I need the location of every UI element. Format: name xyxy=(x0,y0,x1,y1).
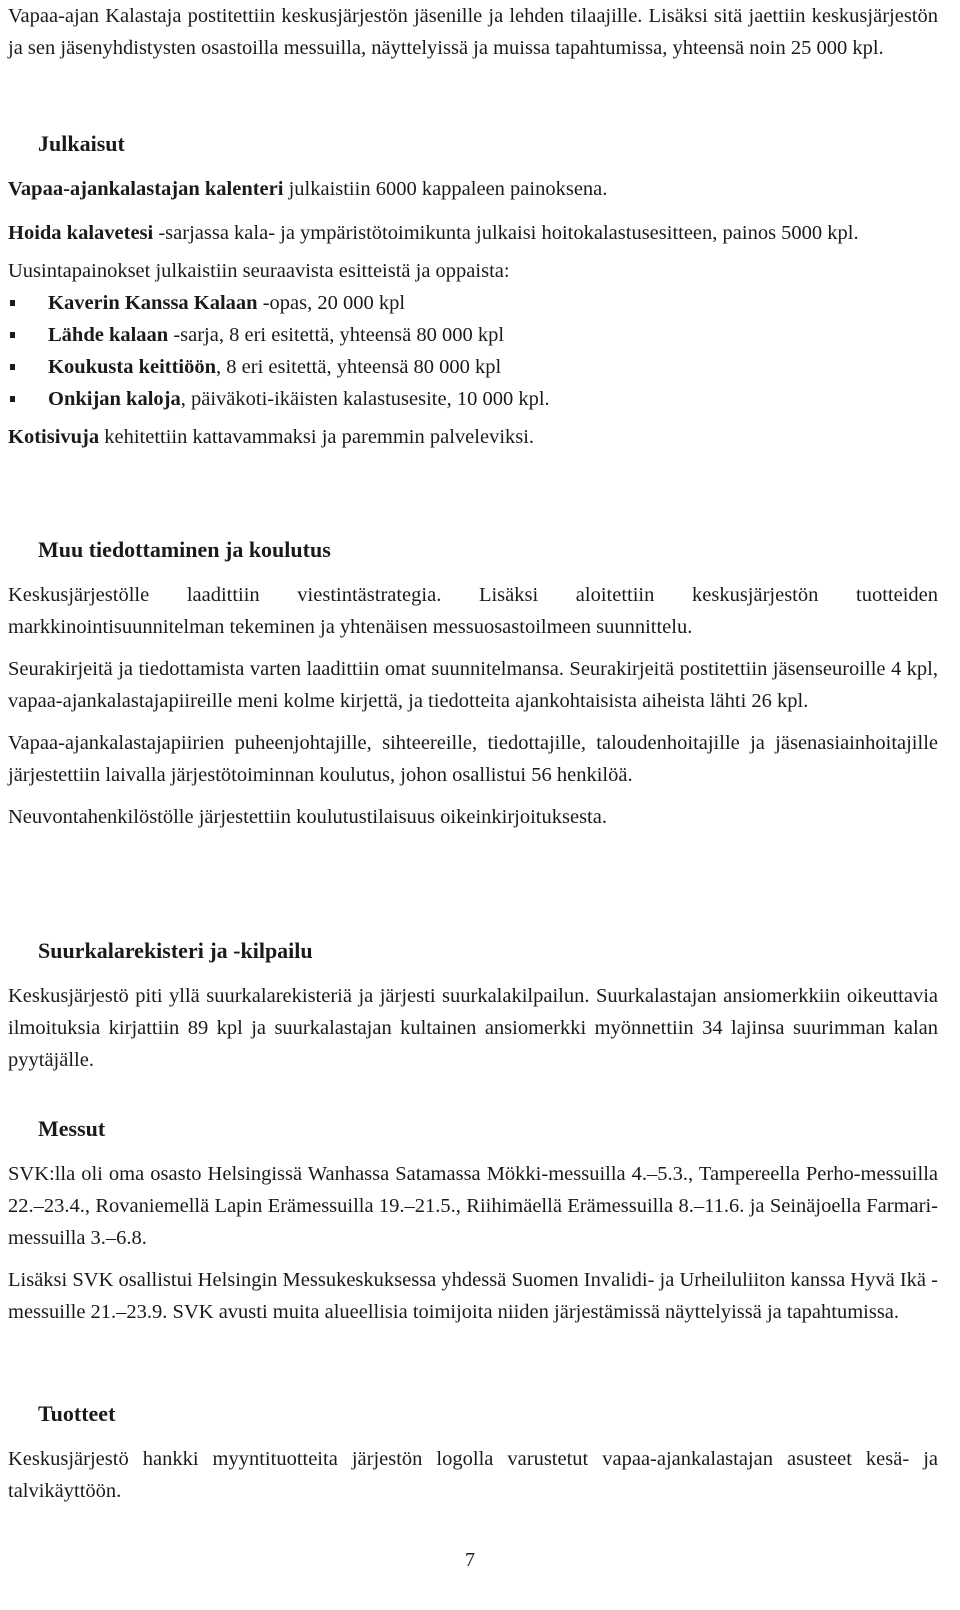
section-heading-julkaisut: Julkaisut xyxy=(38,131,125,156)
kotisivuja-paragraph xyxy=(8,421,938,453)
bullet-icon xyxy=(10,300,15,306)
reprints-list xyxy=(8,287,938,415)
reprint-title: Lähde kalaan xyxy=(48,324,169,346)
section-messut xyxy=(8,1112,938,1328)
hoida-title: Hoida kalavetesi xyxy=(8,222,154,244)
bullet-icon xyxy=(10,396,15,402)
messut-paragraph-2: Lisäksi SVK osallistui Helsingin Messukeskuksessa yhdessä Suomen Invalidi- ja Urheiluliiton kanssa Hyvä Ikä -messuille 21.–23.9. SVK avusti muita alueellisia toimijoita niiden järjestämissä näyttelyissä ja tapahtumissa. xyxy=(8,1269,938,1323)
suurkala-paragraph: Keskusjärjestö piti yllä suurkalarekisteriä ja järjesti suurkalakilpailun. Suurkalastajan ansiomerkkiin oikeuttavia ilmoituksia kirjattiin 89 kpl ja suurkalastajan kultainen ansiomerkki myönnettiin 34 lajinsa suurimman kalan pyytäjälle. xyxy=(8,985,938,1071)
reprint-detail: -opas, 20 000 kpl xyxy=(257,292,406,314)
kotisivuja-title: Kotisivuja xyxy=(8,426,100,448)
section-suurkalarekisteri xyxy=(8,934,938,1076)
section-heading-tuotteet: Tuotteet xyxy=(38,1401,116,1426)
tuotteet-paragraph: Keskusjärjestö hankki myyntituotteita järjestön logolla varustetut vapaa-ajankalastajan asusteet kesä- ja talvikäyttöön. xyxy=(8,1448,938,1502)
section-julkaisut xyxy=(8,127,938,453)
muu-paragraph-1: Keskusjärjestölle laadittiin viestintästrategia. Lisäksi aloitettiin keskusjärjestön tuotteiden markkinointisuunnitelman tekeminen ja yhtenäisen messuosastoilmeen suunnittelu. xyxy=(8,584,938,638)
reprint-detail: -sarja, 8 eri esitettä, yhteensä 80 000 kpl xyxy=(168,324,505,346)
reprint-title: Koukusta keittiöön xyxy=(48,356,217,378)
reprint-detail: , päiväkoti-ikäisten kalastusesite, 10 000 kpl. xyxy=(180,388,550,410)
reprint-detail: , 8 eri esitettä, yhteensä 80 000 kpl xyxy=(216,356,502,378)
muu-paragraph-3: Vapaa-ajankalastajapiirien puheenjohtajille, sihteereille, tiedottajille, taloudenhoitajille ja jäsenasiainhoitajille järjestettiin laivalla järjestötoiminnan koulutus, johon osallistui 56 henkilöä. xyxy=(8,732,938,786)
list-item xyxy=(8,319,938,351)
section-heading-muu-tiedottaminen: Muu tiedottaminen ja koulutus xyxy=(38,537,331,562)
bullet-icon xyxy=(10,332,15,338)
section-heading-messut: Messut xyxy=(38,1116,106,1141)
hoida-paragraph xyxy=(8,217,938,249)
page-number: 7 xyxy=(465,1549,475,1571)
calendar-paragraph xyxy=(8,173,938,205)
kotisivuja-text: kehitettiin kattavammaksi ja paremmin palveleviksi. xyxy=(99,426,535,448)
section-tuotteet xyxy=(8,1397,938,1507)
calendar-text: julkaistiin 6000 kappaleen painoksena. xyxy=(283,178,608,200)
muu-paragraph-2: Seurakirjeitä ja tiedottamista varten laadittiin omat suunnitelmansa. Seurakirjeitä postitettiin jäsenseuroille 4 kpl, vapaa-ajankalastajapiireille meni kolme kirjettä, ja tiedotteita ajankohtaisista aiheista lähti 26 kpl. xyxy=(8,658,938,712)
hoida-text: -sarjassa kala- ja ympäristötoimikunta julkaisi hoitokalastusesitteen, painos 5000 kpl. xyxy=(153,222,859,244)
reprint-title: Onkijan kaloja xyxy=(48,388,181,410)
list-item xyxy=(8,287,938,319)
reprints-intro: Uusintapainokset julkaistiin seuraavista esitteistä ja oppaista: xyxy=(8,260,510,282)
list-item xyxy=(8,383,938,415)
bullet-icon xyxy=(10,364,15,370)
reprint-title: Kaverin Kanssa Kalaan xyxy=(48,292,258,314)
messut-paragraph-1: SVK:lla oli oma osasto Helsingissä Wanhassa Satamassa Mökki-messuilla 4.–5.3., Tampereella Perho-messuilla 22.–23.4., Rovaniemellä Lapin Erämessuilla 19.–21.5., Riihimäellä Erämessuilla 8.–11.6. ja Seinäjoella Farmari-messuilla 3.–6.8. xyxy=(8,1163,938,1249)
section-muu-tiedottaminen xyxy=(8,533,938,833)
muu-paragraph-4: Neuvontahenkilöstölle järjestettiin koulutustilaisuus oikeinkirjoituksesta. xyxy=(8,806,607,828)
section-heading-suurkalarekisteri: Suurkalarekisteri ja -kilpailu xyxy=(38,938,313,963)
list-item xyxy=(8,351,938,383)
intro-paragraph: Vapaa-ajan Kalastaja postitettiin keskusjärjestön jäsenille ja lehden tilaajille. Lisäksi sitä jaettiin keskusjärjestön ja sen jäsenyhdistysten osastoilla messuilla, näyttelyissä ja muissa tapahtumissa, yhteensä noin 25 000 kpl. xyxy=(8,5,938,59)
calendar-title: Vapaa-ajankalastajan kalenteri xyxy=(8,178,284,200)
